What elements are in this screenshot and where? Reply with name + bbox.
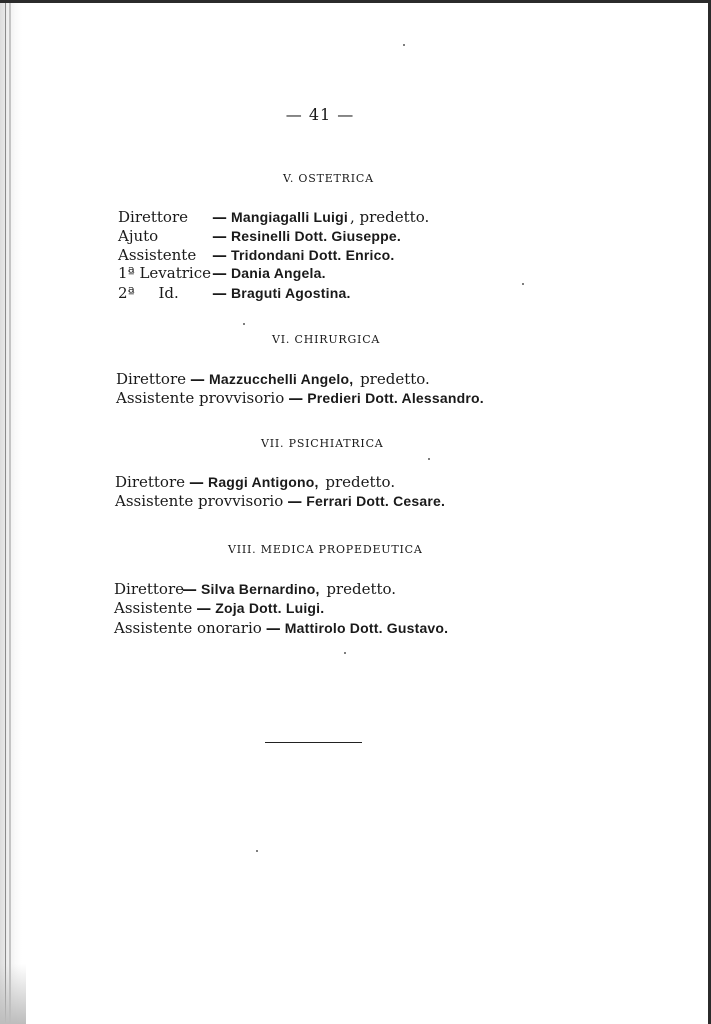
entry-name: Silva Bernardino, — [201, 581, 320, 597]
scan-bottom-shadow — [0, 964, 26, 1024]
entry-role: Assistente provvisorio — [115, 492, 284, 510]
entry-row — [118, 227, 403, 245]
entry-role: Assistente — [114, 599, 193, 617]
entry-row — [114, 619, 450, 637]
entry-role: Assistente provvisorio — [116, 389, 285, 407]
entry-dash: — — [265, 619, 281, 637]
scan-speck — [522, 283, 524, 285]
entry-role: Assistente — [118, 246, 197, 264]
page-number: — 41 — — [285, 105, 355, 124]
entry-role: Direttore — [118, 208, 189, 226]
entry-role: Direttore — [115, 473, 186, 491]
section-heading-chirurgica: VI. CHIRURGICA — [272, 333, 381, 346]
entry-name: Raggi Antigono, — [208, 474, 319, 490]
entry-role: 2ª Id. — [118, 284, 179, 302]
entry-suffix: predetto. — [355, 370, 430, 388]
entry-name: Dania Angela. — [231, 265, 326, 281]
scan-left-edge — [0, 0, 22, 1024]
scan-speck — [403, 44, 405, 46]
closing-rule — [265, 742, 362, 743]
entry-row — [115, 492, 447, 510]
section-heading-ostetrica: V. OSTETRICA — [283, 172, 374, 185]
entry-name: Zoja Dott. Luigi. — [215, 600, 325, 616]
entry-role: Direttore — [114, 580, 185, 598]
entry-dash: — — [196, 599, 212, 617]
entry-dash: — — [212, 264, 227, 282]
entry-row — [114, 580, 396, 598]
entry-dash: — — [212, 284, 227, 302]
entry-row — [116, 389, 486, 407]
entry-dash: — — [212, 246, 227, 264]
entry-row — [118, 264, 328, 282]
entry-role: Assistente onorario — [114, 619, 262, 637]
scan-speck — [256, 850, 258, 852]
entry-dash: — — [212, 208, 227, 226]
scan-left-line-secondary — [9, 0, 11, 1024]
entry-name: Tridondani Dott. Enrico. — [231, 247, 395, 263]
section-heading-medica-propedeutica: VIII. MEDICA PROPEDEUTICA — [228, 543, 423, 556]
entry-row — [118, 246, 396, 264]
entry-name: Mattirolo Dott. Gustavo. — [284, 620, 449, 636]
entry-name: Resinelli Dott. Giuseppe. — [231, 228, 401, 244]
entry-row — [118, 284, 353, 302]
scan-speck — [344, 652, 346, 654]
entry-row — [118, 208, 429, 226]
entry-dash: — — [212, 227, 227, 245]
scan-top-edge — [0, 0, 711, 3]
entry-suffix: predetto. — [320, 473, 396, 491]
entry-dash: — — [287, 492, 303, 510]
entry-name: Mazzucchelli Angelo, — [209, 371, 354, 387]
entry-dash: — — [190, 370, 206, 388]
entry-name: Braguti Agostina. — [231, 285, 351, 301]
scan-speck — [428, 458, 430, 460]
entry-suffix: , predetto. — [349, 208, 430, 226]
entry-name: Mangiagalli Luigi — [231, 209, 348, 225]
entry-role: Direttore — [116, 370, 187, 388]
entry-name: Ferrari Dott. Cesare. — [306, 493, 446, 509]
entry-dash: — — [288, 389, 304, 407]
entry-dash: — — [189, 473, 205, 491]
entry-suffix: predetto. — [321, 580, 397, 598]
section-heading-psichiatrica: VII. PSICHIATRICA — [261, 437, 384, 450]
entry-name: Predieri Dott. Alessandro. — [307, 390, 484, 406]
entry-row — [115, 473, 395, 491]
entry-dash: — — [182, 580, 197, 598]
entry-row — [116, 370, 430, 388]
entry-role: 1ª Levatrice — [118, 264, 211, 282]
entry-role: Ajuto — [118, 227, 159, 245]
scan-speck — [243, 323, 245, 325]
scan-left-line — [5, 0, 6, 1024]
entry-row — [114, 599, 326, 617]
